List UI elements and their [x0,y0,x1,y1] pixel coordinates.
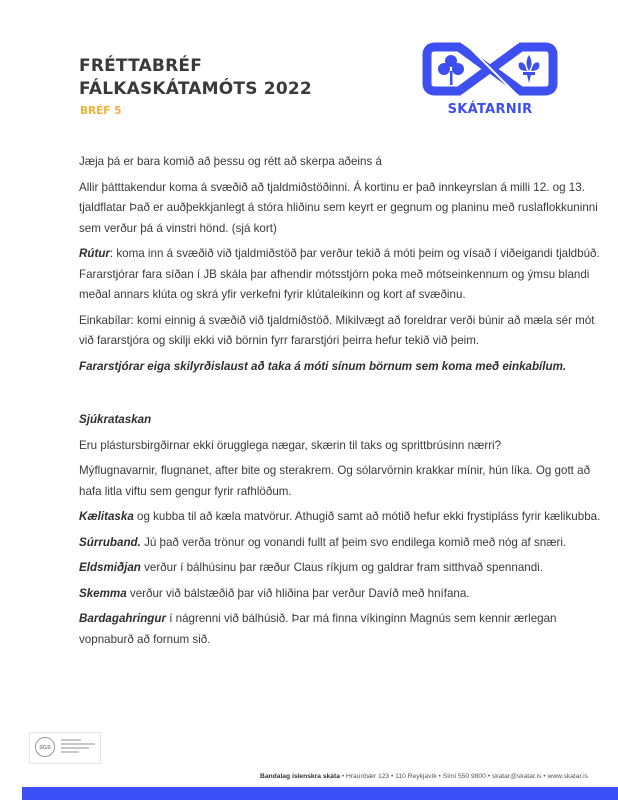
cooler-label: Kælitaska [79,510,134,523]
shed-paragraph [79,584,609,605]
letter-number: BRÉF 5 [80,105,122,117]
clover-icon [438,55,464,85]
certification-text-lines [61,739,95,755]
footer-org-name: Bandalag íslenskra skáta [260,773,340,780]
combat-ring-label: Bardagahringur [79,612,166,625]
intro-paragraph: Jæja þá er bara komið að þessu og rétt að skerpa aðeins á [79,155,382,168]
certification-badge [29,732,101,764]
forge-label: Eldsmiðjan [79,561,141,574]
private-cars-paragraph: Einkabílar: komi einnig á svæðið við tjaldmiðstöð. Mikilvægt að foreldrar verði búnir að mæla sér mót við fararstjóra og skilji ekki við börnin fyrr fararstjóri þeirra hefur tekið við þeim. [79,313,595,347]
shed-text: verður við bálstæðið þar við hliðina þar verður Davíð með hnífana. [126,586,470,600]
combat-ring-paragraph [79,609,609,650]
newsletter-body [79,152,609,655]
newsletter-title: FRÉTTABRÉF [79,56,203,76]
buses-text: : koma inn á svæðið við tjaldmiðstöð þar verður tekið á móti þeim og vísað í viðeigandi tjaldbúð. Fararstjórar fara síðan í JB skála þar afhendir mótsstjórn poka með mótseinkennum og ýmsu blandi meðal annars klúta og skrá yfir verkefni fyrir klútaleikinn og kort af svæðinu. [79,247,600,301]
logo-emblem-icon [421,41,559,99]
lashing-rope-label: Súrruband. [79,535,141,549]
leaders-notice: Fararstjórar eiga skilyrðislaust að taka á móti sínum börnum sem koma með einkabílum. [79,359,567,373]
skatarnir-logo [421,41,559,127]
buses-label: Rútur [79,247,110,260]
combat-ring-text: í nágrenni við bálhúsið. Þar má finna víkinginn Magnús sem kennir ærlegan vopnaburð að fornum sið. [79,612,557,646]
arrival-paragraph: Allir þátttakendur koma á svæðið að tjaldmiðstöðinni. Á kortinu er það innkeyrslan á milli 12. og 13. tjaldflatar Það er auðþekkjanlegt á stóra hliðinu sem keyrt er gegnum og planinu með ruslaflokkuninni sem verður þá á vinstri hönd. (sjá kort) [79,180,598,235]
footer-contact [0,773,618,780]
shed-label: Skemma [79,586,127,600]
first-aid-heading: Sjúkrataskan [79,413,152,426]
footer-address: • Hraunbær 123 • 110 Reykjavík • Sími 550 9800 • skatar@skatar.is • www.skatar.is [339,773,588,780]
fleur-de-lis-icon [519,55,540,83]
footer-bar [22,787,618,800]
first-aid-paragraph: Eru plástursbirgðirnar ekki örugglega nægar, skærin til taks og sprittbrúsinn nærri? [79,438,502,452]
forge-paragraph [79,558,609,579]
event-title: FÁLKASKÁTAMÓTS 2022 [79,79,312,99]
sgs-logo-icon: SGS [35,737,55,757]
cooler-paragraph [79,507,609,528]
logo-text: SKÁTARNIR [447,102,533,117]
buses-paragraph [79,244,609,306]
insect-protection-paragraph: Mýflugnavarnir, flugnanet, after bite og sterakrem. Og sólarvörnin krakkar mínir, hún líka. Og gott að hafa litla viftu sem gengur fyrir rafhlöðum. [79,464,591,498]
lashing-rope-text: Jú það verða trönur og vonandi fullt af þeim svo endilega komið með nóg af snæri. [140,535,567,549]
cooler-text: og kubba til að kæla matvörur. Athugið samt að mótið hefur ekki frystipláss fyrir kælikubba. [133,510,601,523]
lashing-rope-paragraph [79,533,609,554]
forge-text: verður í bálhúsinu þar ræður Claus ríkjum og galdrar fram sitthvað spennandi. [140,561,543,574]
